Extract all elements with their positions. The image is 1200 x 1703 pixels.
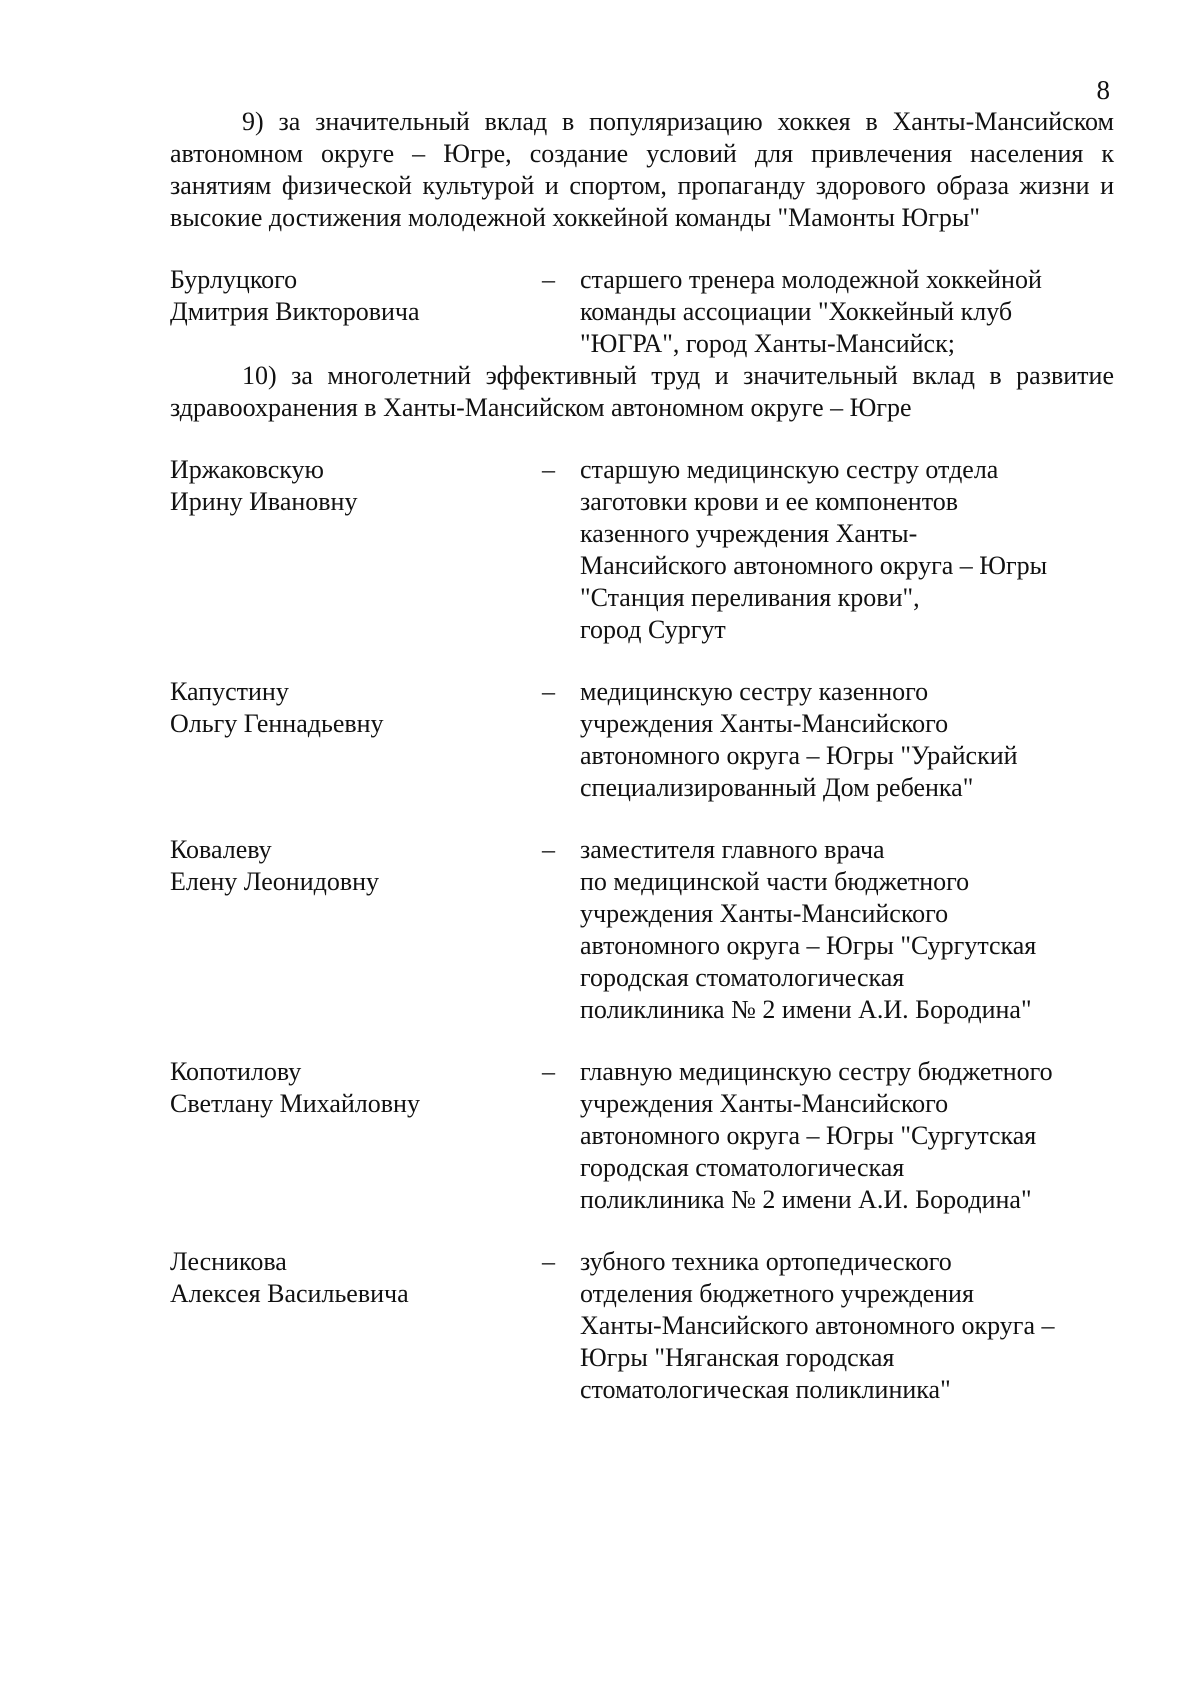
- position-line: команды ассоциации "Хоккейный клуб: [580, 297, 1013, 326]
- position-line: учреждения Ханты-Мансийского: [580, 709, 949, 738]
- name-line: Капустину: [170, 677, 289, 706]
- recipient-name: [170, 834, 542, 1026]
- award-entry: [170, 1246, 1114, 1406]
- recipient-position: [580, 454, 1114, 646]
- recipient-name: [170, 454, 542, 646]
- name-line: Бурлуцкого: [170, 265, 298, 294]
- position-line: Ханты-Мансийского автономного округа –: [580, 1311, 1055, 1340]
- name-line: Ольгу Геннадьевну: [170, 709, 384, 738]
- name-line: Ирину Ивановну: [170, 487, 358, 516]
- position-line: городская стоматологическая: [580, 963, 905, 992]
- recipient-position: [580, 676, 1114, 804]
- position-line: стоматологическая поликлиника": [580, 1375, 951, 1404]
- recipient-position: [580, 1246, 1114, 1406]
- position-line: "Станция переливания крови",: [580, 583, 920, 612]
- dash-separator: –: [542, 835, 555, 864]
- position-line: автономного округа – Югры "Сургутская: [580, 931, 1037, 960]
- position-line: зубного техника ортопедического: [580, 1247, 952, 1276]
- dash-separator: –: [542, 1247, 555, 1276]
- recipient-position: [580, 834, 1114, 1026]
- position-line: специализированный Дом ребенка": [580, 773, 974, 802]
- award-entry: [170, 264, 1114, 360]
- recipient-name: [170, 676, 542, 804]
- position-line: поликлиника № 2 имени А.И. Бородина": [580, 1185, 1032, 1214]
- position-line: учреждения Ханты-Мансийского: [580, 899, 949, 928]
- position-line: медицинскую сестру казенного: [580, 677, 929, 706]
- recipient-position: [580, 264, 1114, 360]
- dash-separator: –: [542, 455, 555, 484]
- position-line: автономного округа – Югры "Сургутская: [580, 1121, 1037, 1150]
- award-entry: [170, 676, 1114, 804]
- clause-9-text: 9) за значительный вклад в популяризацию хоккея в Ханты-Мансийском автономном округе – Югре, создание условий для привлечения населения к занятиям физической культурой и спортом, пропаганду здорового образа жизни и высокие достижения молодежной хоккейной команды "Мамонты Югры": [170, 107, 1114, 232]
- position-line: старшего тренера молодежной хоккейной: [580, 265, 1042, 294]
- position-line: казенного учреждения Ханты-: [580, 519, 918, 548]
- dash-separator: –: [542, 1057, 555, 1086]
- position-line: заместителя главного врача: [580, 835, 885, 864]
- dash-separator: –: [542, 677, 555, 706]
- position-line: учреждения Ханты-Мансийского: [580, 1089, 949, 1118]
- name-line: Ковалеву: [170, 835, 272, 864]
- award-entry: [170, 1056, 1114, 1216]
- position-line: отделения бюджетного учреждения: [580, 1279, 974, 1308]
- page-number: 8: [1096, 75, 1110, 105]
- recipient-name: [170, 264, 542, 360]
- position-line: город Сургут: [580, 615, 726, 644]
- position-line: поликлиника № 2 имени А.И. Бородина": [580, 995, 1032, 1024]
- position-line: заготовки крови и ее компонентов: [580, 487, 958, 516]
- position-line: Мансийского автономного округа – Югры: [580, 551, 1048, 580]
- position-line: городская стоматологическая: [580, 1153, 905, 1182]
- award-entry: [170, 834, 1114, 1026]
- dash-separator: –: [542, 265, 555, 294]
- position-line: по медицинской части бюджетного: [580, 867, 970, 896]
- position-line: Югры "Няганская городская: [580, 1343, 895, 1372]
- name-line: Лесникова: [170, 1247, 287, 1276]
- name-line: Дмитрия Викторовича: [170, 297, 420, 326]
- award-entry: [170, 454, 1114, 646]
- name-line: Елену Леонидовну: [170, 867, 380, 896]
- name-line: Иржаковскую: [170, 455, 324, 484]
- recipient-name: [170, 1246, 542, 1406]
- position-line: главную медицинскую сестру бюджетного: [580, 1057, 1053, 1086]
- document-body: [170, 106, 1114, 1406]
- name-line: Светлану Михайловну: [170, 1089, 420, 1118]
- name-line: Копотилову: [170, 1057, 302, 1086]
- position-line: "ЮГРА", город Ханты-Мансийск;: [580, 329, 955, 358]
- recipient-position: [580, 1056, 1114, 1216]
- position-line: автономного округа – Югры "Урайский: [580, 741, 1018, 770]
- position-line: старшую медицинскую сестру отдела: [580, 455, 999, 484]
- clause-10-text: 10) за многолетний эффективный труд и значительный вклад в развитие здравоохранения в Ханты-Мансийском автономном округе – Югре: [170, 361, 1114, 422]
- recipient-name: [170, 1056, 542, 1216]
- name-line: Алексея Васильевича: [170, 1279, 409, 1308]
